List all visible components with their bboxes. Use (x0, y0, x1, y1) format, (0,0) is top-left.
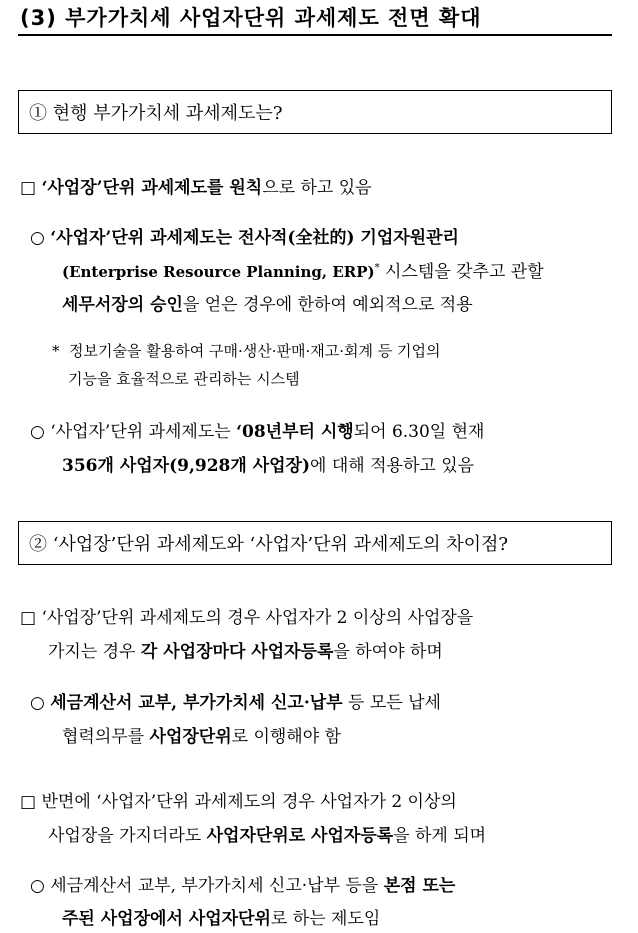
emphasis-text: 사업자단위로 사업자등록 (206, 826, 394, 846)
circle-bullet-icon: ○ (30, 876, 45, 896)
paragraph-since-2008-line2 (62, 451, 474, 476)
emphasis-text: 세무서장의 승인 (62, 295, 183, 315)
paragraph-obligations (30, 688, 441, 713)
body-text: 등 모든 납세 (342, 693, 441, 713)
paragraph-business-unit-contrast-line2 (48, 821, 486, 846)
paragraph-business-unit-line3 (62, 290, 473, 315)
paragraph-head-office-line2 (62, 904, 380, 929)
body-text: 을 하여야 하며 (333, 642, 443, 662)
emphasis-text: ‘사업자’단위 과세제도는 전사적(全社的) 기업자원관리 (50, 228, 459, 248)
square-bullet-icon: □ (20, 178, 37, 198)
paragraph-business-unit-contrast (20, 787, 457, 812)
emphasis-text: ‘08년부터 시행 (236, 422, 354, 442)
paragraph-head-office (30, 871, 455, 896)
body-text: 사업장을 가지더라도 (48, 826, 207, 846)
body-text: 을 하게 되며 (393, 826, 487, 846)
paragraph-workplace-unit-line2 (48, 637, 443, 662)
body-text: 시스템을 갖추고 관할 (379, 262, 544, 282)
emphasis-text: ‘사업장’단위 과세제도를 원칙 (41, 178, 263, 198)
emphasis-text: 사업장단위 (149, 727, 232, 747)
body-text: 세금계산서 교부, 부가가치세 신고·납부 등을 (50, 876, 384, 896)
square-bullet-icon: □ (20, 792, 37, 812)
paragraph-obligations-line2 (62, 722, 341, 747)
emphasis-text: 각 사업장마다 사업자등록 (140, 642, 334, 662)
footnote-text: 정보기술을 활용하여 구매·생산·판매·재고·회계 등 기업의 (69, 342, 441, 360)
paragraph-workplace-unit (20, 603, 473, 628)
body-text: 에 대해 적용하고 있음 (310, 456, 475, 476)
body-text: 가지는 경우 (48, 642, 141, 662)
question-box-2: ② ‘사업장’단위 과세제도와 ‘사업자’단위 과세제도의 차이점? (18, 521, 612, 565)
circle-bullet-icon: ○ (30, 422, 45, 442)
paragraph-business-unit-line2 (62, 257, 544, 282)
square-bullet-icon: □ (20, 608, 37, 628)
body-text: ‘사업장’단위 과세제도의 경우 사업자가 2 이상의 사업장을 (41, 608, 474, 628)
question-box-1: ① 현행 부가가치세 과세제도는? (18, 90, 612, 134)
body-text: 반면에 ‘사업자’단위 과세제도의 경우 사업자가 2 이상의 (41, 792, 457, 812)
title-underline (18, 34, 612, 36)
paragraph-business-unit (30, 223, 459, 248)
section-title: (3) 부가가치세 사업자단위 과세제도 전면 확대 (20, 6, 482, 30)
emphasis-text: 세금계산서 교부, 부가가치세 신고·납부 (50, 693, 343, 713)
body-text: ‘사업자’단위 과세제도는 (50, 422, 237, 442)
erp-term: (Enterprise Resource Planning, ERP) (62, 263, 375, 281)
body-text: 협력의무를 (62, 727, 150, 747)
circle-bullet-icon: ○ (30, 693, 45, 713)
footnote-star: * (52, 342, 60, 360)
footnote-line1 (52, 340, 440, 361)
paragraph-since-2008 (30, 417, 484, 442)
body-text: 되어 6.30일 현재 (353, 422, 485, 442)
circle-bullet-icon: ○ (30, 228, 45, 248)
body-text: 으로 하고 있음 (262, 178, 372, 198)
emphasis-text: 356개 사업자(9,928개 사업장) (62, 456, 311, 476)
footnote-line2: 기능을 효율적으로 관리하는 시스템 (68, 370, 300, 388)
body-text: 로 이행해야 함 (231, 727, 341, 747)
body-text: 을 얻은 경우에 한하여 예외적으로 적용 (182, 295, 473, 315)
footnote-star: * (374, 262, 380, 274)
body-text: 로 하는 제도임 (270, 909, 381, 929)
emphasis-text: 주된 사업장에서 사업자단위 (62, 909, 271, 929)
paragraph-principle (20, 173, 372, 198)
emphasis-text: 본점 또는 (383, 876, 456, 896)
